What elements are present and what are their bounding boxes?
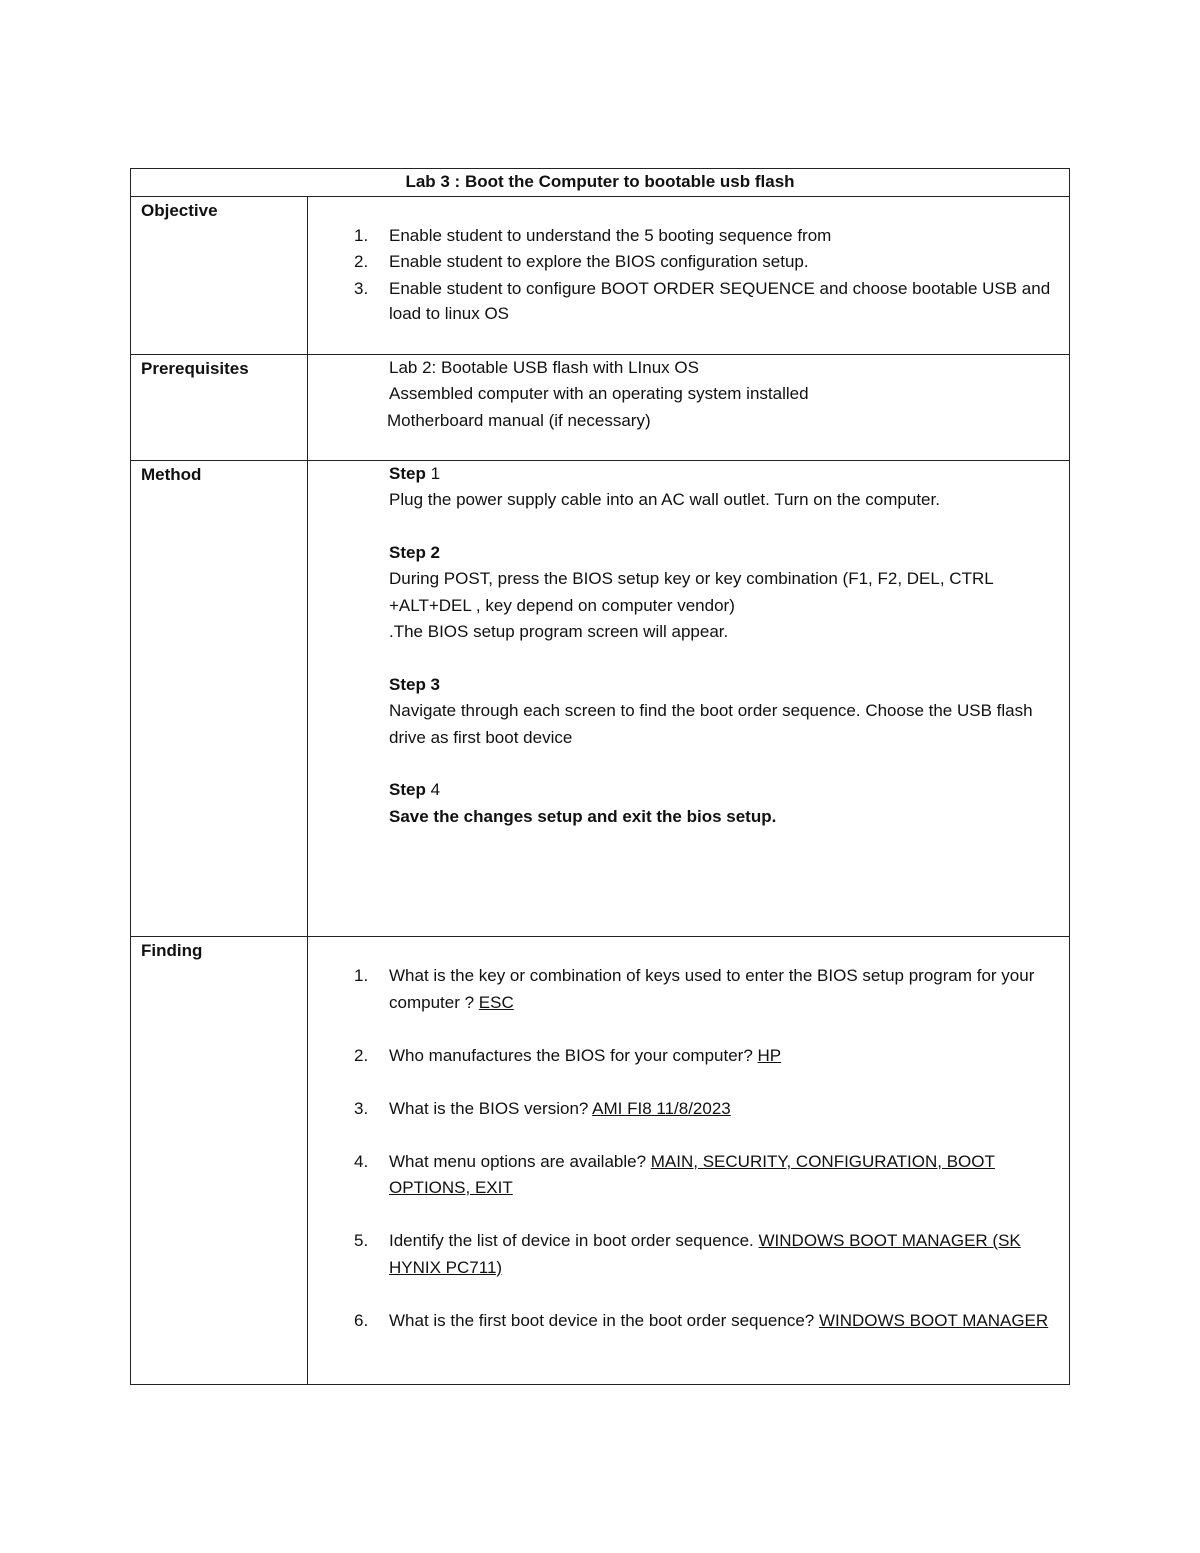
list-item: 1. Enable student to understand the 5 booting sequence from xyxy=(354,225,832,245)
method-label: Method xyxy=(131,460,308,936)
step-1-text: Plug the power supply cable into an AC wall outlet. Turn on the computer. xyxy=(389,490,940,509)
lab-table xyxy=(130,168,1070,1385)
prerequisite-item: Assembled computer with an operating system installed xyxy=(389,384,809,403)
answer: AMI FI8 11/8/2023 xyxy=(592,1098,731,1118)
list-item: 6. What is the first boot device in the boot order sequence? WINDOWS BOOT MANAGER xyxy=(354,1310,1049,1330)
step-3-text: Navigate through each screen to find the boot order sequence. Choose the USB flash drive as first boot device xyxy=(389,701,1033,747)
objective-content xyxy=(308,196,1070,354)
finding-content xyxy=(308,936,1070,1384)
step-4-text: Save the changes setup and exit the bios setup. xyxy=(389,806,777,826)
finding-row xyxy=(131,936,1070,1384)
finding-list xyxy=(308,963,1059,1334)
list-item: 4. What menu options are available? MAIN, SECURITY, CONFIGURATION, BOOT OPTIONS, EXIT xyxy=(354,1151,995,1197)
answer: WINDOWS BOOT MANAGER (SK HYNIX PC711) xyxy=(389,1231,1021,1277)
step-4-heading: Step 4 xyxy=(389,780,441,799)
step-2-text-2: .The BIOS setup program screen will appear. xyxy=(389,622,729,641)
list-item: 2. Enable student to explore the BIOS configuration setup. xyxy=(354,252,809,271)
method-row xyxy=(131,460,1070,936)
list-item: 1. What is the key or combination of keys used to enter the BIOS setup program for your computer ? ESC xyxy=(354,966,1035,1012)
prerequisite-item: Lab 2: Bootable USB flash with LInux OS xyxy=(389,357,699,377)
step-2-heading: Step 2 xyxy=(389,542,441,562)
lab-title: Lab 3 : Boot the Computer to bootable usb flash xyxy=(131,169,1070,197)
list-item: 3. What is the BIOS version? AMI FI8 11/8/2023 xyxy=(354,1098,731,1118)
list-item: 5. Identify the list of device in boot order sequence. WINDOWS BOOT MANAGER (SK HYNIX PC711) xyxy=(354,1231,1021,1277)
list-item: 3. Enable student to configure BOOT ORDER SEQUENCE and choose bootable USB and load to linux OS xyxy=(354,278,1051,323)
objective-row xyxy=(131,196,1070,354)
step-3-heading: Step 3 xyxy=(389,674,441,694)
objective-list xyxy=(308,223,1059,326)
method-content xyxy=(308,460,1070,936)
answer: WINDOWS BOOT MANAGER xyxy=(818,1310,1049,1330)
answer: HP xyxy=(757,1045,782,1065)
list-item: 2. Who manufactures the BIOS for your computer? HP xyxy=(354,1045,782,1065)
prerequisites-content xyxy=(308,354,1070,460)
prerequisite-item: Motherboard manual (if necessary) xyxy=(387,410,651,430)
prerequisites-label: Prerequisites xyxy=(131,354,308,460)
answer: MAIN, SECURITY, CONFIGURATION, BOOT OPTIONS, EXIT xyxy=(389,1151,995,1197)
finding-label: Finding xyxy=(131,936,308,1384)
answer: ESC xyxy=(478,992,514,1012)
step-2-text: During POST, press the BIOS setup key or key combination (F1, F2, DEL, CTRL +ALT+DEL , key depend on computer vendor) xyxy=(389,569,994,615)
prerequisites-row xyxy=(131,354,1070,460)
step-1-heading: Step 1 xyxy=(389,463,441,483)
objective-label: Objective xyxy=(131,196,308,354)
